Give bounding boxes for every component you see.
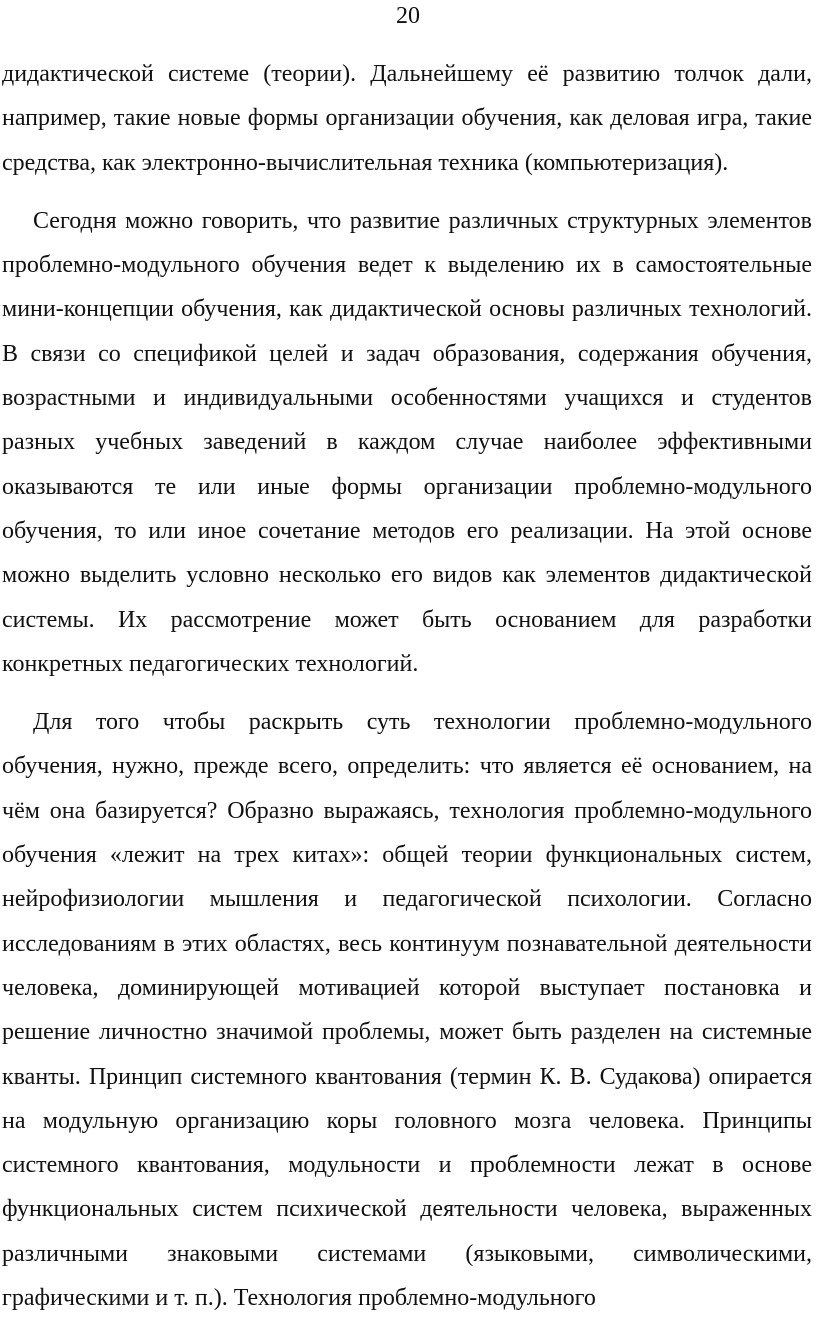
paragraph-structural-elements: Сегодня можно говорить, что развитие различных структурных элементов проблемно-модульного обучения ведет к выделению их в самостоятельные мини-концепции обучения, как дидактической основы различных технологий. В связи со спецификой целей и задач образования, содержания обучения, возрастными и индивидуальными особенностями учащихся и студентов разных учебных заведений в каждом случае наиболее эффективными оказываются те или иные формы организации проблемно-модульного обучения, то или иное сочетание методов его реализации. На этой основе можно выделить условно несколько его видов как элементов дидактической системы. Их рассмотрение может быть основанием для разработки конкретных педагогических технологий. [2,207,812,677]
paragraph-continuation: дидактической системе (теории). Дальнейшему её развитию толчок дали, например, такие новые формы организации обучения, как деловая игра, такие средства, как электронно-вычислительная техника (компьютеризация). [2,61,812,176]
paragraph-technology-essence: Для того чтобы раскрыть суть технологии проблемно-модульного обучения, нужно, прежде всего, определить: что является её основанием, на чём она базируется? Образно выражаясь, технология проблемно-модульного обучения «лежит на трех китах»: общей теории функциональных систем, нейрофизиологии мышления и педагогической психологии. Согласно исследованиям в этих областях, весь континуум познавательной деятельности человека, доминирующей мотивацией которой выступает постановка и решение личностно значимой проблемы, может быть разделен на системные кванты. Принцип системного квантования (термин К. В. Судакова) опирается на модульную организацию коры головного мозга человека. Принципы системного квантования, модульности и проблемности лежат в основе функциональных систем психической деятельности человека, выраженных различными знаковыми системами (языковыми, символическими, графическими и т. п.). Технология проблемно-модульного [2,709,812,1312]
body-text [2,52,812,1320]
page-number: 20 [396,3,420,29]
